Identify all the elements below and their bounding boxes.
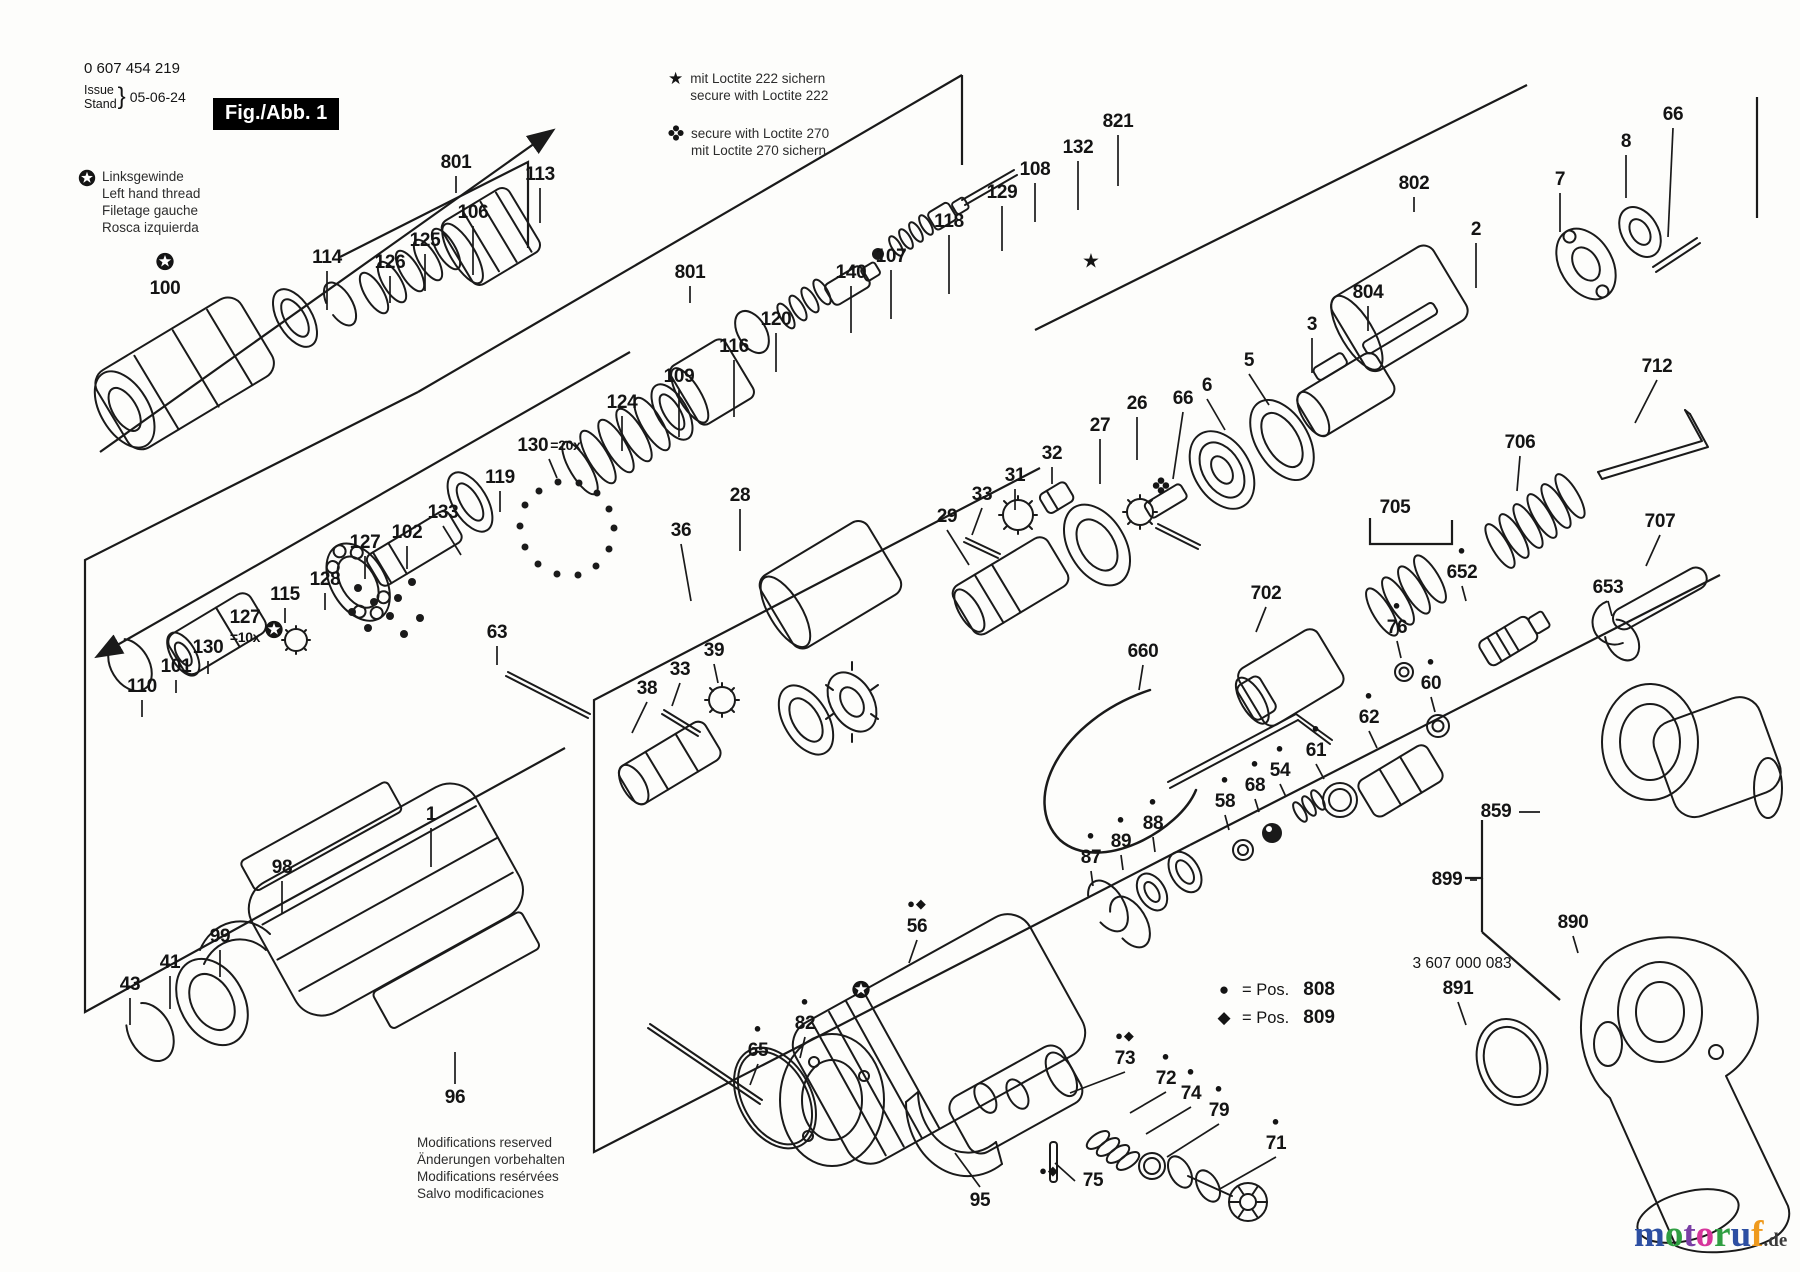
splined-wheel [818, 662, 887, 742]
figure-label: Fig./Abb. 1 [225, 102, 328, 124]
part-label-36: 36 [670, 520, 692, 541]
sleeve-32 [1038, 481, 1075, 515]
part-label-130: 130 =20x [517, 435, 581, 456]
oring-58 [1233, 840, 1253, 860]
pos-808-dot-icon: ● [1392, 597, 1402, 613]
ring-891 [1465, 1009, 1559, 1115]
part-label-82: 82 [794, 1013, 816, 1034]
part-label-7: 7 [1554, 169, 1566, 190]
modifications-line: Modifications resérvées [417, 1169, 559, 1184]
balls-cluster [348, 578, 424, 638]
loctite-222-note [668, 70, 828, 104]
oring-76 [1395, 663, 1413, 681]
part-label-108: 108 [1019, 159, 1051, 180]
part-label-56: 56 [906, 916, 928, 937]
rotor-29 [946, 534, 1072, 640]
part-label-73: 73 [1114, 1048, 1136, 1069]
part-label-28: 28 [729, 485, 751, 506]
ring-88 [1162, 846, 1209, 898]
motoruf-domain-suffix: .de [1763, 1230, 1788, 1251]
pos-808-dot-icon: ● [1426, 653, 1436, 669]
pos-808-809-icons: ●◆ [907, 896, 927, 911]
oring-82 [717, 1033, 832, 1162]
part-label-60: 60 [1420, 673, 1442, 694]
part-label-891: 891 [1442, 978, 1474, 999]
strip-98 [240, 781, 403, 892]
part-label-79: 79 [1208, 1100, 1230, 1121]
hose-barb-652 [1477, 606, 1553, 667]
part-label-2: 2 [1470, 219, 1482, 240]
part-label-118: 118 [934, 211, 964, 232]
ring-5 [1237, 389, 1327, 491]
pos-808-dot-icon: ● [1364, 687, 1374, 703]
wire-660 [1044, 690, 1196, 853]
loctite-270-line: secure with Loctite 270 [691, 126, 830, 141]
thread-note-line: Left hand thread [102, 186, 201, 201]
part-label-109: 109 [663, 366, 695, 387]
pos-808-dot-icon: ● [1161, 1048, 1171, 1064]
part-label-76: 76 [1386, 617, 1408, 638]
part-label-89: 89 [1110, 831, 1132, 852]
ring-89 [1131, 868, 1174, 916]
part-label-41: 41 [159, 952, 181, 973]
pos-808-dot-icon: ● [1275, 740, 1285, 756]
clip-653 [1598, 613, 1646, 666]
pin-66m [1156, 524, 1200, 549]
part-label-96: 96 [444, 1087, 466, 1108]
oring-61 [1323, 783, 1357, 817]
part-label-706: 706 [1504, 432, 1536, 453]
star-circle-icon [156, 252, 175, 274]
pos-808-number: 808 [1303, 979, 1335, 1000]
part-label-102: 102 [391, 522, 423, 543]
pos-808-dot-icon: ● [1116, 811, 1126, 827]
pos-808-dot-icon: ● [753, 1020, 763, 1036]
part-label-8: 8 [1620, 131, 1632, 152]
coupler-38 [613, 718, 724, 809]
part-label-95: 95 [969, 1190, 991, 1211]
part-label-68: 68 [1244, 775, 1266, 796]
part-label-suffix: =10x [229, 629, 261, 645]
clover-icon [668, 125, 684, 159]
part-label-660: 660 [1127, 641, 1159, 662]
left-hand-thread-star-circle-icon [265, 620, 284, 642]
part-label-66: 66 [1172, 388, 1194, 409]
part-label-39: 39 [703, 640, 725, 661]
pistol-grip-890 [1581, 937, 1789, 1252]
part-label-127: 127 [349, 532, 381, 553]
thread-note [78, 168, 200, 236]
part-label-38: 38 [636, 678, 658, 699]
part-label-705: 705 [1379, 497, 1411, 518]
pos-808-dot-icon: ● [1148, 793, 1158, 809]
part-label-119: 119 [485, 467, 515, 488]
pos-809-row [1214, 1004, 1335, 1032]
part-label-65: 65 [747, 1040, 769, 1061]
pos-808-dot-icon: ● [1218, 980, 1230, 999]
part-label-1: 1 [425, 804, 437, 825]
part-label-62: 62 [1358, 707, 1380, 728]
part-label-653: 653 [1592, 577, 1624, 598]
pos-808-row [1214, 976, 1335, 1004]
part-label-74: 74 [1180, 1083, 1202, 1104]
part-label-712: 712 [1641, 356, 1673, 377]
part-label-129: 129 [986, 182, 1018, 203]
loctite-270-clover-icon [1153, 477, 1170, 497]
issue-label: Issue [84, 83, 114, 97]
part-label-130: 130 [192, 637, 224, 658]
gear-39 [705, 683, 739, 717]
part-label-115: 115 [270, 584, 300, 605]
modifications-line: Salvo modificaciones [417, 1186, 544, 1201]
pos-808-dot-icon: ● [1186, 1063, 1196, 1079]
loctite-270-note [668, 125, 829, 159]
part-label-890: 890 [1557, 912, 1589, 933]
adjust-sleeve-part [81, 292, 280, 462]
part-label-702: 702 [1250, 583, 1282, 604]
pos-808-dot-icon: ● [1271, 1113, 1281, 1129]
part-label-72: 72 [1155, 1068, 1177, 1089]
part-label-132: 132 [1062, 137, 1094, 158]
document-part-number: 0 607 454 219 [84, 60, 180, 77]
pin-63 [506, 672, 590, 718]
spring-706 [1480, 470, 1589, 571]
motoruf-logo-text: motoruf [1634, 1214, 1764, 1255]
pos-808-dot-icon: ● [1250, 755, 1260, 771]
loctite-222-line: mit Loctite 222 sichern [690, 71, 826, 86]
pos-legend [1214, 976, 1335, 1032]
part-label-110: 110 [127, 676, 157, 697]
motoruf-watermark [1634, 1216, 1787, 1253]
cap-859 [1602, 684, 1787, 823]
pos-808-text: = Pos. [1242, 980, 1290, 999]
part-label-33: 33 [669, 659, 691, 680]
part-label-98: 98 [271, 857, 293, 878]
thread-note-line: Filetage gauche [102, 203, 199, 218]
ball-68 [1262, 823, 1282, 843]
pin-33b [964, 538, 1000, 558]
exploded-parts [81, 170, 1789, 1253]
part-label-54: 54 [1269, 760, 1291, 781]
gear-31 [999, 496, 1037, 534]
valve-71 [1163, 1152, 1267, 1221]
strip-96 [372, 911, 541, 1030]
part-label-6: 6 [1201, 375, 1213, 396]
stand-label: Stand [84, 97, 117, 112]
part-label-124: 124 [606, 392, 638, 413]
part-label-63: 63 [486, 622, 508, 643]
loctite-222-star-icon: ★ [1082, 250, 1100, 273]
clip-126 [317, 277, 362, 331]
washer-27 [1050, 493, 1143, 597]
motor-56 [783, 905, 1094, 1173]
part-label-859: 859 [1480, 801, 1512, 822]
part-label-127: 127 [229, 607, 261, 628]
thread-note-line: Linksgewinde [102, 169, 184, 184]
part-label-801: 801 [440, 152, 472, 173]
part-label-43: 43 [119, 974, 141, 995]
pos-809-number: 809 [1303, 1007, 1335, 1028]
shell-87a [1080, 874, 1136, 938]
part-label-3607000083: 3 607 000 083 [1412, 955, 1512, 972]
part-label-801: 801 [674, 262, 706, 283]
issue-date: 05-06-24 [129, 89, 186, 106]
assembly-axis-lines [85, 75, 1757, 1152]
pos-808-dot-icon: ● [800, 993, 810, 1009]
spring-74 [1084, 1128, 1142, 1174]
sleeve-73 [944, 1040, 1087, 1158]
star-icon: ★ [668, 69, 684, 88]
pos-808-809-icons: ●◆ [1115, 1028, 1135, 1043]
part-label-58: 58 [1214, 791, 1236, 812]
modifications-note [417, 1134, 565, 1202]
cylinder-28 [750, 517, 906, 656]
spring-54 [1290, 788, 1327, 823]
part-label-114: 114 [312, 247, 342, 268]
figure-label-box [213, 98, 339, 130]
part-label-802: 802 [1398, 173, 1430, 194]
loctite-270-line: mit Loctite 270 sichern [691, 143, 827, 158]
pos-809-text: = Pos. [1242, 1008, 1290, 1027]
star-circle-icon [78, 169, 96, 191]
part-label-66: 66 [1662, 104, 1684, 125]
part-label-88: 88 [1142, 813, 1164, 834]
pos-808-dot-icon: ● [1086, 827, 1096, 843]
part-label-804: 804 [1352, 282, 1384, 303]
hex-key-712 [1598, 410, 1708, 479]
part-label-133: 133 [427, 502, 459, 523]
modifications-line: Modifications reserved [417, 1135, 553, 1150]
part-label-125: 125 [409, 230, 441, 251]
issue-stand-row [84, 83, 186, 112]
thread-note-line: Rosca izquierda [102, 220, 199, 235]
rod-65 [648, 1024, 762, 1104]
brace-glyph: } [117, 83, 126, 111]
part-label-99: 99 [209, 926, 231, 947]
part-label-106: 106 [457, 202, 489, 223]
modifications-line: Änderungen vorbehalten [417, 1152, 565, 1167]
part-label-107: 107 [875, 246, 907, 267]
part-label-101: 101 [160, 656, 192, 677]
pos-809-diamond-icon: ◆ [1217, 1008, 1231, 1027]
left-hand-thread-star-circle-icon [852, 980, 871, 1002]
motor-endcap [780, 1034, 884, 1166]
part-label-71: 71 [1265, 1133, 1287, 1154]
part-label-26: 26 [1126, 393, 1148, 414]
ring-114 [264, 282, 326, 354]
oring-79 [1139, 1153, 1165, 1179]
part-label-707: 707 [1644, 511, 1676, 532]
part-label-821: 821 [1102, 111, 1134, 132]
part-label-100: 100 [149, 278, 181, 299]
part-label-31: 31 [1004, 465, 1026, 486]
document-header [84, 60, 186, 112]
part-label-126: 126 [374, 252, 406, 273]
loctite-222-line: secure with Loctite 222 [690, 88, 829, 103]
pos-808-809-icons: ●◆ [1039, 1163, 1059, 1178]
ball-ring-130 [517, 479, 618, 579]
bearing-8 [1611, 200, 1670, 265]
part-label-87: 87 [1080, 847, 1102, 868]
pos-808-dot-icon: ● [1311, 720, 1321, 736]
part-label-61: 61 [1305, 740, 1327, 761]
part-label-140: 140 [835, 262, 867, 283]
flange-7 [1544, 218, 1628, 310]
part-label-3: 3 [1306, 314, 1318, 335]
part-label-27: 27 [1089, 415, 1111, 436]
pos-808-dot-icon: ● [1220, 771, 1230, 787]
part-label-899: 899 [1431, 869, 1463, 890]
part-label-75: 75 [1082, 1170, 1104, 1191]
pos-808-dot-icon: ● [1214, 1080, 1224, 1096]
snap-ring-43 [117, 995, 184, 1070]
screw-gear-127 [282, 626, 310, 654]
pos-808-dot-icon: ● [1457, 542, 1467, 558]
part-label-128: 128 [309, 569, 341, 590]
part-label-652: 652 [1446, 562, 1478, 583]
part-label-5: 5 [1243, 350, 1255, 371]
part-label-120: 120 [760, 309, 792, 330]
part-label-29: 29 [936, 506, 958, 527]
bearing-6 [1176, 420, 1267, 521]
part-label-33: 33 [971, 484, 993, 505]
part-label-32: 32 [1041, 443, 1063, 464]
part-label-113: 113 [525, 164, 555, 185]
part-label-116: 116 [719, 336, 749, 357]
